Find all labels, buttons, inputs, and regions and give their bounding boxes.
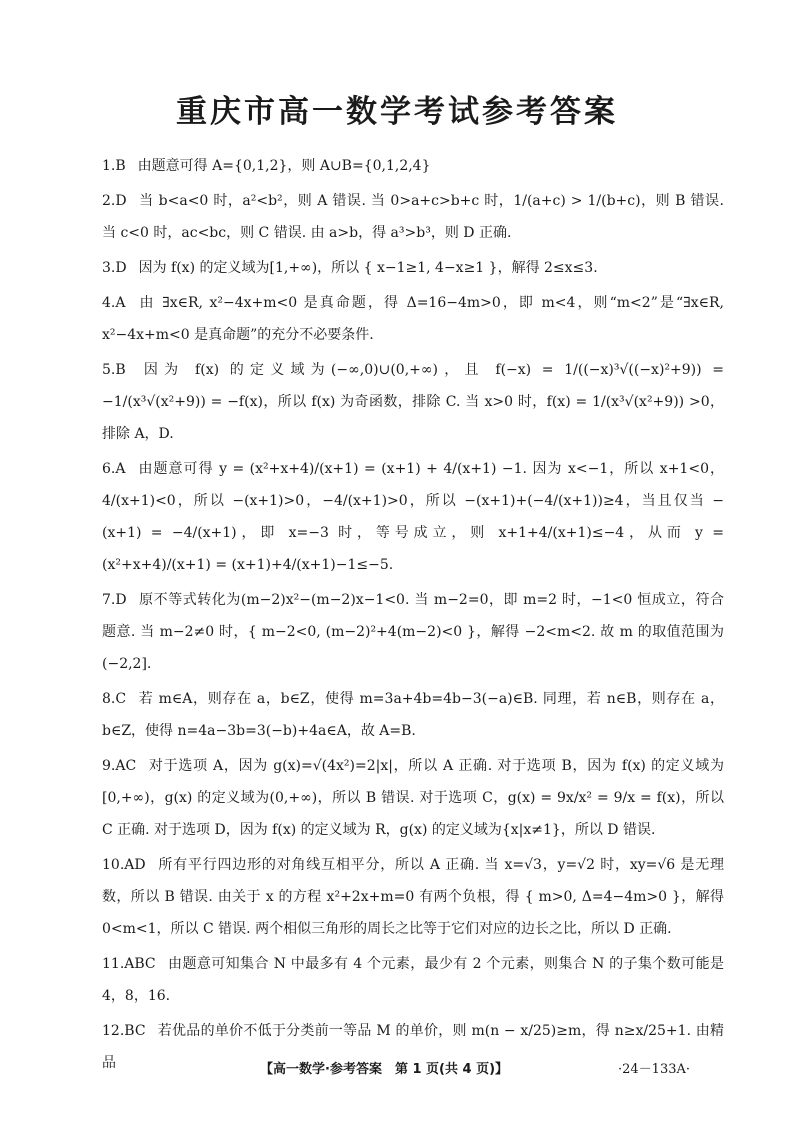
answer-label: 3.D (102, 260, 127, 276)
answer-label: 6.A (102, 461, 126, 477)
answer-label: 10.AD (102, 857, 146, 873)
answer-item-9 (102, 750, 724, 846)
answer-text: 由题意可得 A={0,1,2}，则 A∪B={0,1,2,4} (137, 158, 431, 174)
answer-item-5 (102, 354, 724, 450)
footer-doc-code: ·24－133A· (618, 1062, 691, 1077)
answer-text: 因为 f(x) 的定义域为(−∞,0)∪(0,+∞)，且 f(−x) = 1/((−x)³√((−x)²+9)) = −1/(x³√(x²+9)) = −f(x)，所以 f(x) 为奇函数，排除 C. 当 x>0 时，f(x) = 1/(x³√(x²+9)) >0，排除 A，D. (102, 362, 724, 442)
answer-text: 因为 f(x) 的定义域为[1,+∞)，所以 { x−1≥1, 4−x≥1 }，解得 2≤x≤3. (138, 260, 598, 276)
answer-item-10 (102, 849, 724, 945)
answer-item-3 (102, 252, 724, 284)
answer-list (102, 150, 724, 1082)
answer-item-8 (102, 683, 724, 747)
answer-text: 由题意可得 y = (x²+x+4)/(x+1) = (x+1) + 4/(x+1) −1. 因为 x<−1，所以 x+1<0，4/(x+1)<0，所以 −(x+1)>0，−4/(x+1)>0，所以 −(x+1)+(−4/(x+1))≥4，当且仅当 −(x+1) = −4/(x+1)，即 x=−3 时，等号成立，则 x+1+4/(x+1)≤−4，从而 y = (x²+x+4)/(x+1) = (x+1)+4/(x+1)−1≤−5. (102, 461, 724, 573)
answer-text: 若优品的单价不低于分类前一等品 M 的单价，则 m(n − x/25)≥m，得 n≥x/25+1. 由精品 (102, 1023, 724, 1071)
answer-label: 5.B (102, 362, 126, 378)
answer-label: 12.BC (102, 1023, 146, 1039)
answer-text: 由 ∃x∈R, x²−4x+m<0 是真命题，得 Δ=16−4m>0，即 m<4，则“m<2”是“∃x∈R, x²−4x+m<0 是真命题”的充分不必要条件. (102, 295, 724, 343)
answer-text: 由题意可知集合 N 中最多有 4 个元素，最少有 2 个元素，则集合 N 的子集个数可能是 4，8，16. (102, 956, 724, 1004)
answer-item-6 (102, 453, 724, 581)
answer-text: 所有平行四边形的对角线互相平分，所以 A 正确. 当 x=√3，y=√2 时，xy=√6 是无理数，所以 B 错误. 由关于 x 的方程 x²+2x+m=0 有两个负根，得 { m>0, Δ=4−4m>0 }，解得 0<m<1，所以 C 错误. 两个相似三角形的周长之比等于它们对应的边长之比，所以 D 正确. (102, 857, 724, 937)
answer-label: 7.D (102, 592, 127, 608)
answer-item-11 (102, 948, 724, 1012)
answer-text: 若 m∈A，则存在 a，b∈Z，使得 m=3a+4b=4b−3(−a)∈B. 同理，若 n∈B，则存在 a，b∈Z，使得 n=4a−3b=3(−b)+4a∈A，故 A=B. (102, 691, 724, 739)
answer-item-1 (102, 150, 724, 182)
page-title: 重庆市高一数学考试参考答案 (176, 94, 618, 130)
answer-label: 1.B (102, 158, 126, 174)
answer-text: 对于选项 A，因为 g(x)=√(4x²)=2|x|，所以 A 正确. 对于选项 B，因为 f(x) 的定义域为[0,+∞)，g(x) 的定义域为(0,+∞)，所以 B 错误. 对于选项 C，g(x) = 9x/x² = 9/x = f(x)，所以 C 正确. 对于选项 D，因为 f(x) 的定义域为 R，g(x) 的定义域为{x|x≠1}，所以 D 错误. (102, 758, 724, 838)
answer-label: 11.ABC (102, 956, 156, 972)
answer-text: 当 b<a<0 时，a²<b²，则 A 错误. 当 0>a+c>b+c 时，1/(a+c) > 1/(b+c)，则 B 错误. 当 c<0 时，ac<bc，则 C 错误. 由 a>b，得 a³>b³，则 D 正确. (102, 193, 724, 241)
footer-page-info: 【高一数学·参考答案 第 1 页(共 4 页)】 (260, 1062, 509, 1077)
answer-label: 4.A (102, 295, 126, 311)
answer-text: 原不等式转化为(m−2)x²−(m−2)x−1<0. 当 m−2=0，即 m=2 时，−1<0 恒成立，符合题意. 当 m−2≠0 时，{ m−2<0, (m−2)²+4(m−2)<0 }，解得 −2<m<2. 故 m 的取值范围为(−2,2]. (102, 592, 724, 672)
answer-label: 2.D (102, 193, 127, 209)
answer-item-7 (102, 584, 724, 680)
answer-item-4 (102, 287, 724, 351)
answer-label: 9.AC (102, 758, 137, 774)
answer-item-2 (102, 185, 724, 249)
answer-label: 8.C (102, 691, 127, 707)
